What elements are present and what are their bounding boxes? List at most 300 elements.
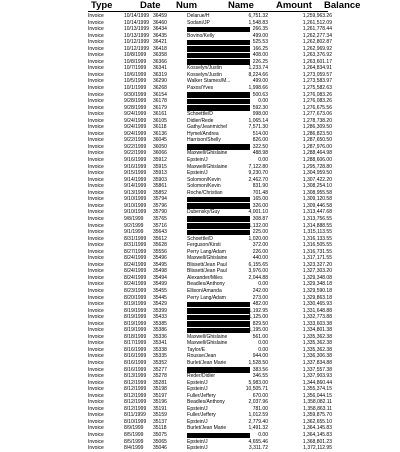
cell-amount: 831.90: [252, 183, 268, 190]
cell-balance: 1,286,823.50: [302, 130, 332, 137]
cell-balance: 1,337,557.38: [302, 366, 332, 373]
cell-date: 8/16/1999: [124, 366, 147, 373]
cell-num: 36341: [153, 65, 167, 72]
cell-num: 35861: [153, 183, 167, 190]
cell-type: Invoice: [88, 425, 104, 432]
cell-date: 9/22/1999: [124, 137, 147, 144]
cell-num: 35913: [153, 170, 167, 177]
cell-amount: 3,311.72: [248, 445, 268, 452]
cell-amount: 1,998.66: [248, 85, 268, 92]
cell-date: 10/7/1999: [124, 65, 147, 72]
cell-num: 35852: [153, 189, 167, 196]
cell-balance: 1,315,113.55: [303, 229, 332, 236]
cell-num: 36268: [153, 85, 167, 92]
cell-amount: 0.00: [258, 98, 268, 105]
cell-num: 35765: [153, 215, 167, 222]
cell-date: 8/24/1999: [124, 255, 147, 262]
cell-type: Invoice: [88, 45, 104, 52]
cell-amount: 829.50: [252, 320, 268, 327]
cell-name: Rousse/Jean: [187, 353, 217, 360]
cell-date: 9/14/1999: [124, 183, 147, 190]
cell-date: 8/19/1999: [124, 301, 147, 308]
cell-amount: 1,528.50: [248, 359, 268, 366]
cell-amount: 998.00: [252, 111, 268, 118]
cell-num: 35338: [153, 346, 167, 353]
cell-amount: 1,233.74: [248, 65, 268, 72]
cell-date: 8/19/1999: [124, 327, 147, 334]
cell-balance: 1,259,963.26: [302, 13, 332, 19]
cell-type: Invoice: [88, 65, 104, 72]
cell-date: 10/8/1999: [124, 52, 147, 59]
cell-date: 9/13/1999: [124, 189, 147, 196]
cell-num: 35399: [153, 307, 167, 314]
cell-date: 9/8/1999: [124, 215, 144, 222]
col-num-header: Num: [176, 0, 198, 11]
cell-num: 35197: [153, 392, 167, 399]
cell-num: 36319: [153, 71, 167, 78]
cell-date: 8/24/1999: [124, 268, 147, 275]
cell-num: 35915: [153, 163, 167, 170]
cell-amount: 944.00: [252, 353, 268, 360]
cell-balance: 1,337,834.88: [302, 359, 332, 366]
cell-balance: 1,313,756.55: [302, 215, 332, 222]
cell-type: Invoice: [88, 202, 104, 209]
cell-name: Solomon/Kevin: [187, 183, 221, 190]
cell-balance: 1,262,802.87: [302, 39, 332, 46]
cell-date: 9/28/1999: [124, 98, 147, 105]
cell-type: Invoice: [88, 438, 104, 445]
redaction-bar: [187, 433, 250, 439]
cell-date: 9/24/1999: [124, 130, 147, 137]
cell-amount: 3,976.00: [248, 268, 268, 275]
cell-name: Schoettle/D: [187, 111, 213, 118]
cell-num: 35433: [153, 314, 167, 321]
cell-amount: 2,779.40: [248, 418, 268, 425]
cell-date: 9/10/1999: [124, 202, 147, 209]
cell-balance: 1,316,505.55: [302, 242, 332, 249]
cell-amount: 166.25: [252, 45, 268, 52]
cell-date: 9/30/1999: [124, 91, 147, 98]
col-date-header: Date: [140, 0, 161, 11]
cell-amount: 225.00: [252, 229, 268, 236]
cell-num: 35196: [153, 399, 167, 406]
cell-name: Perry Lang/Adam: [187, 248, 226, 255]
redaction-bar: [187, 315, 250, 321]
cell-balance: 1,329,348.18: [302, 281, 332, 288]
cell-type: Invoice: [88, 124, 104, 131]
cell-balance: 1,344,860.44: [302, 379, 332, 386]
cell-date: 9/16/1999: [124, 157, 147, 164]
cell-date: 8/12/1999: [124, 399, 147, 406]
cell-num: 35046: [153, 445, 167, 452]
cell-balance: 1,277,673.06: [302, 111, 332, 118]
cell-date: 8/31/1999: [124, 242, 147, 249]
cell-amount: 0.00: [258, 157, 268, 164]
cell-type: Invoice: [88, 130, 104, 137]
cell-num: 35643: [153, 229, 167, 236]
cell-name: Didier/Rede: [187, 117, 214, 124]
cell-amount: 165.00: [252, 196, 268, 203]
cell-amount: 2,037.96: [248, 399, 268, 406]
cell-balance: 1,358,863.11: [303, 405, 332, 412]
cell-balance: 1,262,277.34: [302, 32, 332, 39]
cell-num: 36459: [153, 13, 167, 19]
cell-type: Invoice: [88, 104, 104, 111]
cell-date: 8/4/1999: [124, 445, 144, 452]
cell-name: Delarue/H: [187, 13, 210, 19]
cell-date: 9/10/1999: [124, 196, 147, 203]
cell-date: 9/24/1999: [124, 124, 147, 131]
cell-balance: 1,356,044.15: [302, 392, 332, 399]
cell-type: Invoice: [88, 163, 104, 170]
redaction-bar: [187, 46, 250, 52]
cell-amount: 226.00: [252, 248, 268, 255]
cell-date: 8/10/1999: [124, 418, 147, 425]
cell-balance: 1,309,446.58: [302, 202, 332, 209]
cell-name: Epstein/J: [187, 405, 208, 412]
cell-type: Invoice: [88, 314, 104, 321]
cell-amount: 242.00: [252, 287, 268, 294]
cell-num: 36154: [153, 91, 167, 98]
cell-amount: 1,491.32: [248, 425, 268, 432]
cell-type: Invoice: [88, 248, 104, 255]
cell-amount: 592.30: [252, 104, 268, 111]
cell-type: Invoice: [88, 170, 104, 177]
cell-amount: 1,548.83: [248, 19, 268, 26]
cell-amount: 561.00: [252, 333, 268, 340]
cell-num: 35496: [153, 255, 167, 262]
redaction-bar: [187, 144, 250, 150]
cell-date: 10/14/1999: [124, 19, 150, 26]
cell-type: Invoice: [88, 432, 104, 438]
cell-date: 9/24/1999: [124, 111, 147, 118]
cell-balance: 1,273,583.97: [302, 78, 332, 85]
cell-type: Invoice: [88, 58, 104, 65]
cell-balance: 1,276,675.56: [302, 104, 332, 111]
cell-num: 36434: [153, 26, 167, 33]
cell-num: 35912: [153, 157, 167, 164]
cell-date: 9/1/1999: [124, 229, 144, 236]
cell-num: 36179: [153, 104, 167, 111]
cell-num: 36178: [153, 98, 167, 105]
cell-date: 8/24/1999: [124, 281, 147, 288]
cell-type: Invoice: [88, 327, 104, 334]
cell-amount: 1,132.00: [248, 222, 268, 229]
col-type-header: Type: [91, 0, 113, 11]
redaction-bar: [187, 302, 250, 308]
cell-name: Epstein/J: [187, 386, 208, 393]
cell-date: 8/16/1999: [124, 359, 147, 366]
cell-num: 35455: [153, 287, 167, 294]
cell-type: Invoice: [88, 215, 104, 222]
cell-type: Invoice: [88, 85, 104, 92]
cell-num: 36418: [153, 45, 167, 52]
cell-type: Invoice: [88, 150, 104, 157]
cell-num: 35281: [153, 379, 167, 386]
cell-num: 35385: [153, 320, 167, 327]
cell-type: Invoice: [88, 19, 104, 26]
cell-date: 8/27/1999: [124, 248, 147, 255]
col-amount-header: Amount: [276, 0, 312, 11]
cell-amount: 670.00: [252, 392, 268, 399]
cell-type: Invoice: [88, 98, 104, 105]
redaction-bar: [187, 328, 250, 334]
cell-balance: 1,308,254.10: [302, 183, 332, 190]
cell-date: 10/5/1999: [124, 78, 147, 85]
cell-num: 36161: [153, 111, 167, 118]
cell-amount: 500.63: [252, 91, 268, 98]
cell-num: 35386: [153, 327, 167, 334]
cell-name: Harrison/Shelly: [187, 137, 221, 144]
cell-balance: 1,327,303.20: [302, 268, 332, 275]
cell-balance: 1,331,648.88: [302, 307, 332, 314]
cell-num: 35903: [153, 176, 167, 183]
cell-balance: 1,317,171.55: [302, 255, 332, 262]
cell-date: 8/18/1999: [124, 333, 147, 340]
cell-name: Ellison/Amanda: [187, 287, 222, 294]
cell-name: Blissett/Jean Paul: [187, 268, 227, 275]
cell-amount: 2,044.88: [248, 274, 268, 281]
cell-balance: 1,335,362.38: [302, 333, 332, 340]
cell-name: Taylor/E: [187, 346, 206, 353]
cell-amount: 525.53: [252, 39, 268, 46]
redaction-bar: [187, 27, 250, 33]
cell-date: 8/16/1999: [124, 353, 147, 360]
cell-num: 36118: [153, 124, 167, 131]
cell-balance: 1,273,059.57: [302, 71, 332, 78]
cell-num: 35277: [153, 366, 167, 373]
cell-type: Invoice: [88, 346, 104, 353]
cell-type: Invoice: [88, 366, 104, 373]
cell-num: 35796: [153, 202, 167, 209]
cell-date: 8/5/1999: [124, 432, 144, 438]
cell-date: 10/12/1999: [124, 45, 150, 52]
redaction-bar: [187, 203, 250, 209]
cell-balance: 1,335,362.38: [302, 340, 332, 347]
cell-balance: 1,362,655.10: [302, 418, 332, 425]
cell-balance: 1,261,512.09: [302, 19, 332, 26]
cell-balance: 1,276,083.26: [302, 98, 332, 105]
cell-date: 8/11/1999: [124, 412, 146, 419]
cell-name: Solomon/Kevin: [187, 176, 221, 183]
cell-name: Beadles/Anthony: [187, 281, 225, 288]
cell-date: 8/12/1999: [124, 405, 147, 412]
cell-name: Walker Stames/M...: [187, 78, 231, 85]
cell-type: Invoice: [88, 340, 104, 347]
redaction-bar: [187, 99, 250, 105]
cell-name: Schoettle/D: [187, 235, 213, 242]
cell-balance: 1,261,778.44: [302, 26, 332, 33]
cell-num: 35191: [153, 405, 167, 412]
cell-type: Invoice: [88, 412, 104, 419]
cell-num: 36045: [153, 137, 167, 144]
cell-type: Invoice: [88, 287, 104, 294]
cell-type: Invoice: [88, 26, 104, 33]
cell-type: Invoice: [88, 229, 104, 236]
redaction-bar: [187, 308, 250, 314]
cell-type: Invoice: [88, 301, 104, 308]
cell-name: Maxwell/Ghislaine: [187, 150, 228, 157]
cell-amount: 6,155.65: [248, 261, 268, 268]
cell-name: Beadles/Anthony: [187, 399, 225, 406]
cell-amount: 826.00: [252, 137, 268, 144]
cell-type: Invoice: [88, 386, 104, 393]
cell-type: Invoice: [88, 392, 104, 399]
cell-balance: 1,364,145.83: [302, 432, 332, 438]
cell-type: Invoice: [88, 111, 104, 118]
cell-amount: 7,122.80: [248, 163, 268, 170]
cell-amount: 1,012.59: [248, 412, 268, 419]
cell-balance: 1,316,731.55: [302, 248, 332, 255]
cell-amount: 372.00: [252, 242, 268, 249]
cell-type: Invoice: [88, 242, 104, 249]
cell-amount: 266.35: [252, 26, 268, 33]
redaction-bar: [187, 92, 250, 98]
cell-name: Reder/Didier: [187, 373, 216, 380]
cell-type: Invoice: [88, 183, 104, 190]
cell-name: Blissett/Jean Paul: [187, 261, 227, 268]
cell-name: Alexander/Miles: [187, 274, 223, 281]
cell-type: Invoice: [88, 294, 104, 301]
cell-amount: 440.00: [252, 255, 268, 262]
cell-balance: 1,309,120.58: [302, 196, 332, 203]
cell-balance: 1,263,376.92: [302, 52, 332, 59]
cell-balance: 1,276,083.26: [302, 91, 332, 98]
header-underline: [88, 11, 328, 12]
cell-amount: 9,230.70: [248, 170, 268, 177]
cell-amount: 499.00: [252, 78, 268, 85]
cell-date: 9/24/1999: [124, 117, 147, 124]
cell-date: 10/14/1999: [124, 13, 150, 19]
cell-type: Invoice: [88, 405, 104, 412]
cell-balance: 1,314,888.55: [302, 222, 332, 229]
cell-num: 35198: [153, 386, 167, 393]
redaction-bar: [187, 197, 250, 203]
cell-name: Epstein/J: [187, 445, 208, 452]
redaction-bar: [187, 230, 250, 236]
col-balance-header: Balance: [324, 0, 361, 11]
cell-num: 35075: [153, 432, 167, 438]
cell-type: Invoice: [88, 255, 104, 262]
cell-balance: 1,334,801.38: [302, 327, 332, 334]
cell-date: 8/12/1999: [124, 386, 147, 393]
cell-name: Sodani/JP: [187, 19, 210, 26]
cell-type: Invoice: [88, 445, 104, 452]
cell-amount: 499.00: [252, 32, 268, 39]
cell-amount: 0.00: [258, 340, 268, 347]
cell-num: 35159: [153, 412, 167, 419]
cell-type: Invoice: [88, 353, 104, 360]
cell-type: Invoice: [88, 176, 104, 183]
cell-amount: 0.00: [258, 281, 268, 288]
cell-amount: 8,224.66: [248, 71, 268, 78]
cell-num: 36136: [153, 130, 167, 137]
cell-date: 8/13/1999: [124, 373, 147, 380]
cell-amount: 482.00: [252, 301, 268, 308]
cell-amount: 2,462.70: [248, 176, 268, 183]
cell-type: Invoice: [88, 71, 104, 78]
cell-type: Invoice: [88, 52, 104, 59]
cell-amount: 1,195.00: [248, 327, 268, 334]
cell-type: Invoice: [88, 137, 104, 144]
cell-num: 35335: [153, 353, 167, 360]
redaction-bar: [187, 216, 250, 222]
column-header-row: [0, 0, 400, 11]
cell-amount: 308.87: [252, 215, 268, 222]
redaction-bar: [187, 367, 250, 373]
cell-name: Paxos/Yves: [187, 85, 214, 92]
cell-amount: 408.00: [252, 52, 268, 59]
cell-date: 8/17/1999: [124, 340, 147, 347]
cell-type: Invoice: [88, 373, 104, 380]
cell-date: 9/28/1999: [124, 104, 147, 111]
cell-balance: 1,264,834.91: [302, 65, 332, 72]
cell-balance: 1,287,976.00: [302, 143, 332, 150]
cell-balance: 1,336,306.38: [302, 353, 332, 360]
cell-name: Maxwell/Ghislaine: [187, 163, 228, 170]
cell-date: 10/12/1999: [124, 39, 150, 46]
cell-type: Invoice: [88, 320, 104, 327]
cell-type: Invoice: [88, 143, 104, 150]
redaction-bar: [187, 105, 250, 111]
cell-balance: 1,358,082.11: [303, 399, 332, 406]
cell-num: 35352: [153, 359, 167, 366]
cell-type: Invoice: [88, 281, 104, 288]
cell-date: 8/19/1999: [124, 320, 147, 327]
cell-balance: 1,329,590.18: [302, 287, 332, 294]
cell-name: Epstein/J: [187, 379, 208, 386]
cell-date: 10/13/1999: [124, 32, 150, 39]
cell-type: Invoice: [88, 379, 104, 386]
cell-balance: 1,278,738.20: [302, 117, 332, 124]
cell-type: Invoice: [88, 333, 104, 340]
cell-num: 35137: [153, 418, 167, 425]
table-row: [0, 445, 400, 452]
cell-date: 9/16/1999: [124, 163, 147, 170]
cell-date: 8/19/1999: [124, 314, 147, 321]
redaction-bar: [187, 40, 250, 46]
redaction-bar: [187, 53, 250, 59]
cell-num: 35556: [153, 248, 167, 255]
cell-amount: 1,065.14: [248, 117, 268, 124]
cell-date: 9/22/1999: [124, 150, 147, 157]
cell-amount: 1,125.00: [248, 314, 268, 321]
cell-name: Maxwell/Ghislaine: [187, 255, 228, 262]
cell-num: 35794: [153, 196, 167, 203]
cell-name: Roche/Christian: [187, 189, 223, 196]
cell-date: 10/6/1999: [124, 71, 147, 78]
cell-balance: 1,262,969.92: [302, 45, 332, 52]
ledger-rows: [0, 13, 400, 452]
cell-type: Invoice: [88, 418, 104, 425]
cell-balance: 1,316,133.55: [302, 235, 332, 242]
cell-amount: 1,020.00: [248, 235, 268, 242]
cell-type: Invoice: [88, 274, 104, 281]
cell-amount: 383.56: [252, 366, 268, 373]
cell-balance: 1,304,959.50: [302, 170, 332, 177]
cell-num: 36421: [153, 39, 167, 46]
cell-date: 8/23/1999: [124, 287, 147, 294]
cell-num: 35494: [153, 274, 167, 281]
cell-balance: 1,307,422.20: [302, 176, 332, 183]
cell-amount: 5,983.00: [248, 379, 268, 386]
redaction-bar: [187, 321, 250, 327]
cell-type: Invoice: [88, 209, 104, 216]
cell-type: Invoice: [88, 13, 104, 19]
cell-num: 35118: [153, 425, 167, 432]
cell-balance: 1,359,875.70: [302, 412, 332, 419]
cell-type: Invoice: [88, 32, 104, 39]
